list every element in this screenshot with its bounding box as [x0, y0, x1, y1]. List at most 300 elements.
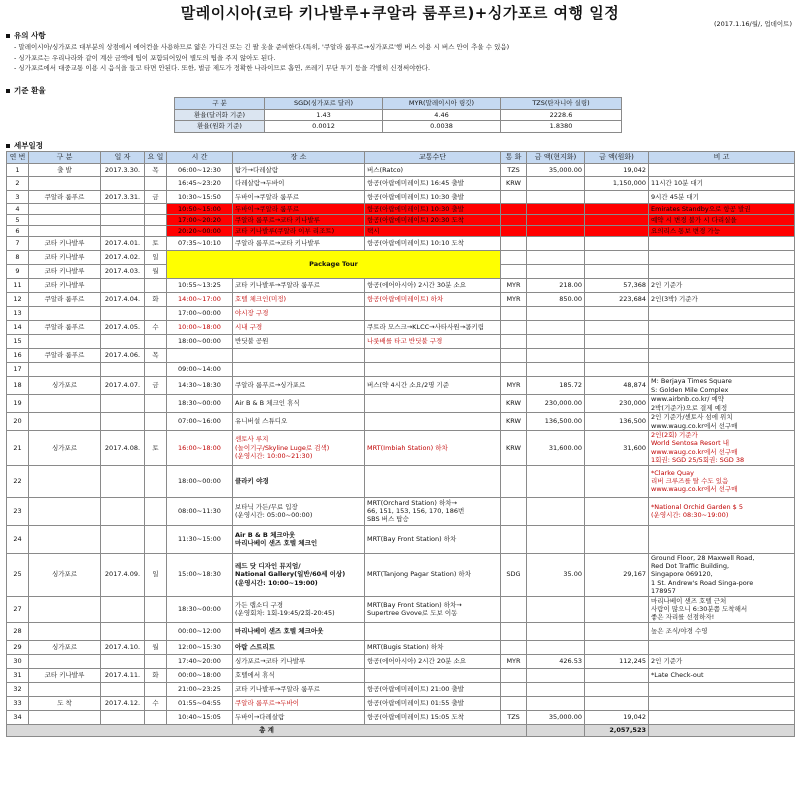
- currency-cell: [501, 191, 527, 204]
- note-cell: [649, 321, 795, 335]
- time-cell: 10:50~15:00: [167, 204, 233, 215]
- table-row: [7, 279, 795, 293]
- table-row: [7, 251, 795, 265]
- note-cell: 마리나베이 샌즈 호텔 근처 사람이 많으니 6:30분쯤 도착해서 좋은 자리를 선점하자!: [649, 596, 795, 622]
- currency-cell: [501, 204, 527, 215]
- weekday-cell: 월: [145, 640, 167, 654]
- place-cell: 호텔에서 휴식: [233, 668, 365, 682]
- weekday-cell: 수: [145, 696, 167, 710]
- krw-amount-cell: [585, 596, 649, 622]
- region-cell: 쿠알라 룸푸르: [29, 293, 101, 307]
- note-cell: [649, 307, 795, 321]
- time-cell: 14:30~18:30: [167, 377, 233, 395]
- transport-cell: 버스(Ratco): [365, 164, 501, 177]
- local-amount-cell: [527, 349, 585, 363]
- schedule-header-cell: 교통수단: [365, 152, 501, 164]
- currency-cell: KRW: [501, 413, 527, 431]
- currency-cell: [501, 525, 527, 553]
- region-cell: [29, 177, 101, 191]
- schedule-header-cell: 구 분: [29, 152, 101, 164]
- place-cell: 코타 키나발루→쿠알라 룸푸르: [233, 682, 365, 696]
- local-amount-cell: [527, 640, 585, 654]
- region-cell: 코타 키나발루: [29, 265, 101, 279]
- krw-amount-cell: 31,600: [585, 431, 649, 466]
- local-amount-cell: [527, 363, 585, 377]
- date-cell: 2017.4.12.: [101, 696, 145, 710]
- local-amount-cell: [527, 696, 585, 710]
- note-cell: 2인 기준가: [649, 279, 795, 293]
- local-amount-cell: 35,000.00: [527, 164, 585, 177]
- row-number: 30: [7, 654, 29, 668]
- place-cell: [233, 363, 365, 377]
- bullet-icon: [6, 144, 10, 148]
- place-cell: 두바이→쿠알라 룸푸르: [233, 204, 365, 215]
- exchange-rate-table: [174, 97, 622, 133]
- krw-amount-cell: [585, 265, 649, 279]
- weekday-cell: [145, 525, 167, 553]
- bullet-icon: [6, 89, 10, 93]
- currency-cell: MYR: [501, 654, 527, 668]
- note-cell: [649, 164, 795, 177]
- currency-cell: [501, 682, 527, 696]
- place-cell: 마리나베이 샌즈 호텔 체크아웃: [233, 622, 365, 640]
- date-cell: [101, 279, 145, 293]
- notice-line: - 싱가포르는 우리나라와 같이 계산 금액에 팁이 포함되어있어 별도의 팁을 주지 않아도 된다.: [14, 53, 276, 62]
- note-cell: 2인(2회) 기준가 World Sentosa Resort 내 www.waug.co.kr에서 선구매 1회권: SGD 25/5회권: SGD 38: [649, 431, 795, 466]
- time-cell: 10:55~13:25: [167, 279, 233, 293]
- date-cell: [101, 710, 145, 724]
- table-row: [7, 654, 795, 668]
- page-title: 말레이시아(코타 키나발루+쿠알라 룸푸르)+싱가포르 여행 일정: [180, 4, 620, 22]
- place-cell: 아랍 스트리트: [233, 640, 365, 654]
- table-row: [7, 177, 795, 191]
- schedule-table: [6, 151, 795, 737]
- weekday-cell: [145, 335, 167, 349]
- time-cell: 00:00~18:00: [167, 668, 233, 682]
- local-amount-cell: 136,500.00: [527, 413, 585, 431]
- time-cell: 07:00~16:00: [167, 413, 233, 431]
- weekday-cell: [145, 654, 167, 668]
- transport-cell: 나룻배를 타고 반딧불 구경: [365, 335, 501, 349]
- total-note: [649, 724, 795, 736]
- note-cell: www.airbnb.co.kr/ 예약 2박(기준가)으로 결제 예정: [649, 395, 795, 413]
- currency-cell: KRW: [501, 177, 527, 191]
- row-number: 6: [7, 226, 29, 237]
- date-cell: [101, 413, 145, 431]
- currency-cell: [501, 363, 527, 377]
- weekday-cell: [145, 215, 167, 226]
- table-row: [7, 497, 795, 525]
- krw-amount-cell: [585, 497, 649, 525]
- time-cell: 11:30~15:00: [167, 525, 233, 553]
- date-cell: 2017.4.09.: [101, 553, 145, 596]
- table-row: [7, 307, 795, 321]
- schedule-header-cell: 금 액(원화): [585, 152, 649, 164]
- place-cell: 호텔 체크인(미정): [233, 293, 365, 307]
- currency-cell: MYR: [501, 279, 527, 293]
- date-cell: [101, 204, 145, 215]
- region-cell: [29, 465, 101, 497]
- weekday-cell: [145, 395, 167, 413]
- krw-amount-cell: [585, 215, 649, 226]
- region-cell: 코타 키나발루: [29, 279, 101, 293]
- row-number: 1: [7, 164, 29, 177]
- note-cell: [649, 682, 795, 696]
- transport-cell: [365, 668, 501, 682]
- rate-row-label: 환율(달러화 기준): [175, 109, 265, 121]
- local-amount-cell: 35.00: [527, 553, 585, 596]
- place-cell: 쿠알라 룸푸르→두바이: [233, 696, 365, 710]
- weekday-cell: 금: [145, 191, 167, 204]
- transport-cell: 항공(아랍에미레이트) 10:30 출발: [365, 191, 501, 204]
- currency-cell: [501, 640, 527, 654]
- note-cell: [649, 525, 795, 553]
- time-cell: 16:00~18:00: [167, 431, 233, 466]
- local-amount-cell: [527, 596, 585, 622]
- local-amount-cell: [527, 335, 585, 349]
- local-amount-cell: [527, 215, 585, 226]
- currency-cell: MYR: [501, 377, 527, 395]
- currency-cell: [501, 349, 527, 363]
- note-cell: [649, 363, 795, 377]
- table-row: [7, 696, 795, 710]
- weekday-cell: 금: [145, 377, 167, 395]
- weekday-cell: [145, 710, 167, 724]
- transport-cell: [365, 363, 501, 377]
- transport-cell: 항공(아랍에미레이트) 10:30 출발: [365, 204, 501, 215]
- local-amount-cell: 850.00: [527, 293, 585, 307]
- row-number: 20: [7, 413, 29, 431]
- currency-cell: [501, 307, 527, 321]
- place-cell: 코타 키나발루→쿠알라 룸푸르: [233, 279, 365, 293]
- currency-cell: [501, 215, 527, 226]
- local-amount-cell: [527, 251, 585, 265]
- time-cell: 18:00~00:00: [167, 335, 233, 349]
- row-number: 28: [7, 622, 29, 640]
- row-number: 7: [7, 237, 29, 251]
- table-row: [7, 204, 795, 215]
- local-amount-cell: 185.72: [527, 377, 585, 395]
- date-cell: [101, 177, 145, 191]
- region-cell: [29, 654, 101, 668]
- local-amount-cell: [527, 321, 585, 335]
- local-amount-cell: [527, 682, 585, 696]
- row-number: 18: [7, 377, 29, 395]
- table-row: [7, 710, 795, 724]
- note-cell: [649, 237, 795, 251]
- region-cell: [29, 395, 101, 413]
- local-amount-cell: [527, 525, 585, 553]
- region-cell: [29, 363, 101, 377]
- transport-cell: 쿠트라 모스크→KLCC→사타사원→콤키림: [365, 321, 501, 335]
- weekday-cell: 화: [145, 293, 167, 307]
- notice-list: [14, 42, 509, 74]
- krw-amount-cell: [585, 465, 649, 497]
- rate-header-cell: SGD(싱가포르 달러): [265, 98, 383, 110]
- date-cell: 2017.4.01.: [101, 237, 145, 251]
- transport-cell: [365, 413, 501, 431]
- time-cell: 08:00~11:30: [167, 497, 233, 525]
- time-cell: 07:35~10:10: [167, 237, 233, 251]
- time-cell: 09:00~14:00: [167, 363, 233, 377]
- schedule-header-cell: 시 간: [167, 152, 233, 164]
- table-row: [7, 215, 795, 226]
- time-cell: 15:00~18:30: [167, 553, 233, 596]
- row-number: 22: [7, 465, 29, 497]
- region-cell: 도 착: [29, 696, 101, 710]
- region-cell: 싱가포르: [29, 377, 101, 395]
- weekday-cell: [145, 497, 167, 525]
- weekday-cell: 월: [145, 265, 167, 279]
- transport-cell: 항공(아랍에미레이트) 01:55 출발: [365, 696, 501, 710]
- note-cell: 2인 기준가/센토사 섬에 위치 www.waug.co.kr에서 선구매: [649, 413, 795, 431]
- table-row: [7, 321, 795, 335]
- date-cell: [101, 465, 145, 497]
- region-cell: 싱가포르: [29, 640, 101, 654]
- region-cell: 코타 키나발루: [29, 668, 101, 682]
- date-cell: [101, 335, 145, 349]
- table-row: [7, 596, 795, 622]
- krw-amount-cell: [585, 696, 649, 710]
- weekday-cell: [145, 226, 167, 237]
- region-cell: [29, 622, 101, 640]
- time-cell: 10:40~15:05: [167, 710, 233, 724]
- transport-cell: 항공(에어아시아) 2시간 20분 소요: [365, 654, 501, 668]
- row-number: 14: [7, 321, 29, 335]
- region-cell: 싱가포르: [29, 553, 101, 596]
- time-cell: 06:00~12:30: [167, 164, 233, 177]
- schedule-header-cell: 연 번: [7, 152, 29, 164]
- date-cell: [101, 525, 145, 553]
- rate-cell: 4.46: [383, 109, 501, 121]
- local-amount-cell: [527, 177, 585, 191]
- krw-amount-cell: [585, 191, 649, 204]
- row-number: 21: [7, 431, 29, 466]
- region-cell: 쿠알라 룸푸르: [29, 349, 101, 363]
- local-amount-cell: 426.53: [527, 654, 585, 668]
- section-schedule-heading: 세부일정: [6, 140, 43, 151]
- region-cell: [29, 226, 101, 237]
- transport-cell: 항공(아랍에미레이트) 16:45 출발: [365, 177, 501, 191]
- note-cell: [649, 335, 795, 349]
- row-number: 15: [7, 335, 29, 349]
- note-cell: [649, 696, 795, 710]
- place-cell: 보타닉 가든/무료 입장 (운영시간: 05:00~00:00): [233, 497, 365, 525]
- date-cell: [101, 596, 145, 622]
- schedule-header-cell: 요 일: [145, 152, 167, 164]
- time-cell: 10:30~15:50: [167, 191, 233, 204]
- transport-cell: MRT(Bugis Station) 하차: [365, 640, 501, 654]
- currency-cell: SDG: [501, 553, 527, 596]
- local-amount-cell: [527, 191, 585, 204]
- place-cell: 두바이→쿠알라 룸푸르: [233, 191, 365, 204]
- currency-cell: [501, 237, 527, 251]
- row-number: 12: [7, 293, 29, 307]
- date-cell: 2017.4.10.: [101, 640, 145, 654]
- package-tour-block: Package Tour: [167, 251, 501, 279]
- local-amount-cell: [527, 622, 585, 640]
- table-row: [7, 377, 795, 395]
- note-cell: 예약 시 변경 불가 시 다리실을: [649, 215, 795, 226]
- row-number: 23: [7, 497, 29, 525]
- place-cell: 쿠알라 룸푸르→코타 키나발루: [233, 237, 365, 251]
- transport-cell: MRT(Orchard Station) 하차→ 66, 151, 153, 156, 170, 186번 SBS 버스 탑승: [365, 497, 501, 525]
- note-cell: [649, 349, 795, 363]
- place-cell: 레드 닷 디자인 뮤지엄/ National Gallery(일반/60세 이상) (운영시간: 10:00~19:00): [233, 553, 365, 596]
- row-number: 17: [7, 363, 29, 377]
- time-cell: 12:00~15:30: [167, 640, 233, 654]
- krw-amount-cell: 19,042: [585, 164, 649, 177]
- region-cell: [29, 497, 101, 525]
- krw-amount-cell: [585, 622, 649, 640]
- section-rate-heading: 기준 환율: [6, 85, 46, 96]
- table-row: [7, 335, 795, 349]
- weekday-cell: [145, 413, 167, 431]
- region-cell: [29, 525, 101, 553]
- currency-cell: [501, 497, 527, 525]
- time-cell: 10:00~18:00: [167, 321, 233, 335]
- section-notice-heading: 유의 사항: [6, 30, 46, 41]
- place-cell: Air B & B 체크아웃 마리나베이 샌즈 호텔 체크인: [233, 525, 365, 553]
- time-cell: 18:30~00:00: [167, 395, 233, 413]
- krw-amount-cell: 48,874: [585, 377, 649, 395]
- weekday-cell: [145, 307, 167, 321]
- schedule-header-cell: 일 자: [101, 152, 145, 164]
- transport-cell: [365, 307, 501, 321]
- krw-amount-cell: [585, 640, 649, 654]
- row-number: 16: [7, 349, 29, 363]
- krw-amount-cell: [585, 349, 649, 363]
- row-number: 19: [7, 395, 29, 413]
- date-cell: [101, 226, 145, 237]
- region-cell: 싱가포르: [29, 431, 101, 466]
- currency-cell: KRW: [501, 431, 527, 466]
- table-row: [7, 465, 795, 497]
- weekday-cell: [145, 622, 167, 640]
- weekday-cell: 토: [145, 431, 167, 466]
- row-number: 27: [7, 596, 29, 622]
- region-cell: [29, 215, 101, 226]
- transport-cell: 택시: [365, 226, 501, 237]
- schedule-header-cell: 장 소: [233, 152, 365, 164]
- local-amount-cell: [527, 265, 585, 279]
- place-cell: 가든 랩소디 구경 (운영회차: 1회-19:45/2회-20:45): [233, 596, 365, 622]
- table-row: [7, 237, 795, 251]
- local-amount-cell: 35,000.00: [527, 710, 585, 724]
- krw-amount-cell: [585, 204, 649, 215]
- note-cell: 높은 조식/야경 수영: [649, 622, 795, 640]
- local-amount-cell: [527, 465, 585, 497]
- currency-cell: [501, 622, 527, 640]
- date-cell: [101, 215, 145, 226]
- currency-cell: [501, 226, 527, 237]
- date-cell: [101, 395, 145, 413]
- place-cell: 유니버설 스튜디오: [233, 413, 365, 431]
- table-row: [7, 164, 795, 177]
- date-cell: 2017.4.07.: [101, 377, 145, 395]
- region-cell: [29, 682, 101, 696]
- table-row: [7, 191, 795, 204]
- region-cell: 쿠알라 룸푸르: [29, 321, 101, 335]
- weekday-cell: 일: [145, 553, 167, 596]
- row-number: 33: [7, 696, 29, 710]
- krw-amount-cell: [585, 226, 649, 237]
- krw-amount-cell: [585, 525, 649, 553]
- currency-cell: [501, 321, 527, 335]
- table-row: [7, 682, 795, 696]
- table-row: [7, 553, 795, 596]
- krw-amount-cell: 19,042: [585, 710, 649, 724]
- row-number: 3: [7, 191, 29, 204]
- bullet-icon: [6, 34, 10, 38]
- place-cell: 센토사 루지 (놀이기구/Skyline Luge로 검색) (운영시간: 10:00~21:30): [233, 431, 365, 466]
- local-amount-cell: [527, 668, 585, 682]
- krw-amount-cell: [585, 321, 649, 335]
- currency-cell: [501, 251, 527, 265]
- table-row: [7, 395, 795, 413]
- time-cell: 16:45~23:20: [167, 177, 233, 191]
- currency-cell: TZS: [501, 710, 527, 724]
- weekday-cell: 일: [145, 251, 167, 265]
- time-cell: 17:00~20:20: [167, 215, 233, 226]
- krw-amount-cell: [585, 237, 649, 251]
- row-number: 29: [7, 640, 29, 654]
- krw-amount-cell: 112,245: [585, 654, 649, 668]
- note-cell: Ground Floor, 28 Maxwell Road, Red Dot Traffic Building, Singapore 069120, 1 St. Andrew's Road Singa-pore 178957: [649, 553, 795, 596]
- table-row: [7, 525, 795, 553]
- rate-header-cell: 구 분: [175, 98, 265, 110]
- krw-amount-cell: 29,167: [585, 553, 649, 596]
- weekday-cell: 목: [145, 349, 167, 363]
- row-number: 32: [7, 682, 29, 696]
- notice-line: - 말레이시아/싱가포르 대부분의 상점에서 에어컨을 사용하므로 얇은 가디건 또는 긴 팔 옷을 준비한다.(특히, '쿠알라 룸푸르→싱가포르'행 버스 이용 시 버스 안이 추울 수 있음): [14, 43, 510, 51]
- region-cell: 코타 키나발루: [29, 237, 101, 251]
- note-cell: [649, 710, 795, 724]
- weekday-cell: [145, 363, 167, 377]
- transport-cell: MRT(Tanjong Pagar Station) 하차: [365, 553, 501, 596]
- schedule-header-cell: 비 고: [649, 152, 795, 164]
- currency-cell: [501, 335, 527, 349]
- note-cell: [649, 251, 795, 265]
- place-cell: 클라키 야경: [233, 465, 365, 497]
- row-number: 25: [7, 553, 29, 596]
- local-amount-cell: [527, 226, 585, 237]
- date-cell: [101, 654, 145, 668]
- date-cell: [101, 363, 145, 377]
- note-cell: 11시간 10분 대기: [649, 177, 795, 191]
- currency-cell: [501, 696, 527, 710]
- region-cell: [29, 307, 101, 321]
- place-cell: 야시장 구경: [233, 307, 365, 321]
- rate-row-label: 환율(원화 기준): [175, 121, 265, 133]
- currency-cell: KRW: [501, 395, 527, 413]
- krw-amount-cell: 230,000: [585, 395, 649, 413]
- rate-header-cell: MYR(말레이시아 링깃): [383, 98, 501, 110]
- note-cell: M: Berjaya Times Square S: Golden Mile Complex: [649, 377, 795, 395]
- time-cell: 17:00~00:00: [167, 307, 233, 321]
- table-row: [7, 622, 795, 640]
- date-cell: 2017.4.03.: [101, 265, 145, 279]
- row-number: 4: [7, 204, 29, 215]
- place-cell: 시내 구경: [233, 321, 365, 335]
- row-number: 24: [7, 525, 29, 553]
- krw-amount-cell: [585, 335, 649, 349]
- currency-cell: TZS: [501, 164, 527, 177]
- krw-amount-cell: [585, 682, 649, 696]
- weekday-cell: 화: [145, 668, 167, 682]
- weekday-cell: [145, 596, 167, 622]
- weekday-cell: [145, 204, 167, 215]
